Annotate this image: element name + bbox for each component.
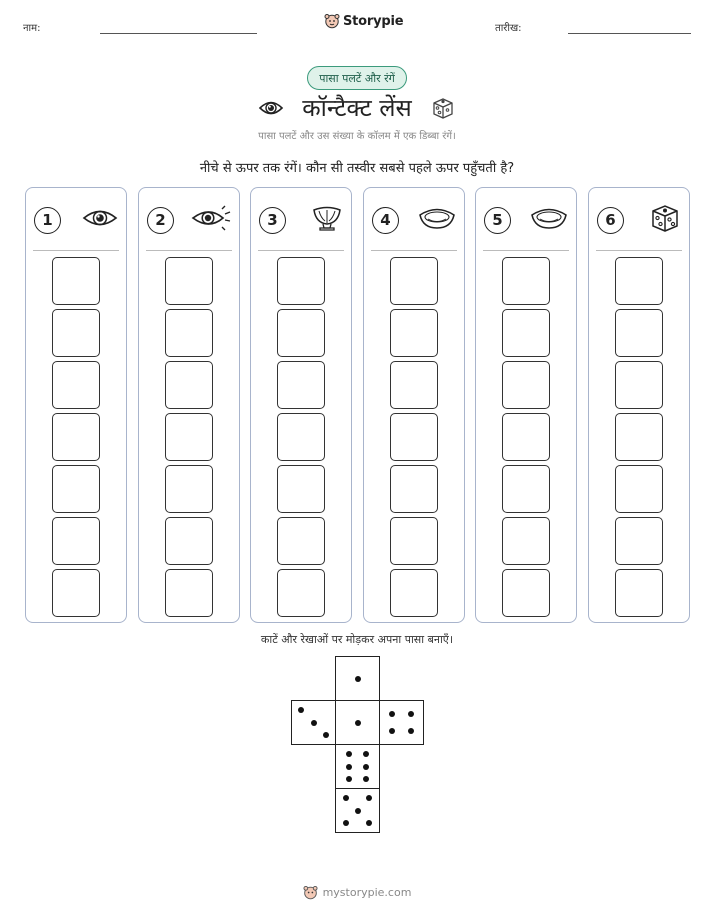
dice-pip [389, 728, 395, 734]
column-header [259, 202, 343, 238]
dice-column-1 [25, 187, 127, 623]
color-box[interactable] [502, 309, 550, 357]
color-boxes [364, 257, 464, 617]
storypie-logo [324, 13, 403, 29]
color-box[interactable] [390, 361, 438, 409]
footer [0, 885, 714, 900]
dice-face-4 [379, 700, 424, 745]
color-boxes [476, 257, 576, 617]
name-line[interactable] [100, 33, 257, 34]
color-boxes [26, 257, 126, 617]
eye-icon [258, 98, 284, 118]
color-box[interactable] [615, 309, 663, 357]
dice-pip [363, 764, 369, 770]
dice-column-2 [138, 187, 240, 623]
dice-pip [366, 795, 372, 801]
color-box[interactable] [277, 309, 325, 357]
color-box[interactable] [165, 309, 213, 357]
dice-icon [430, 95, 456, 121]
column-number: 6 [597, 207, 624, 234]
color-box[interactable] [52, 569, 100, 617]
column-divider [371, 250, 457, 251]
dice-pip [408, 711, 414, 717]
dice-pip [311, 720, 317, 726]
dice-pip [343, 820, 349, 826]
color-box[interactable] [277, 361, 325, 409]
color-box[interactable] [165, 517, 213, 565]
color-box[interactable] [277, 465, 325, 513]
color-box[interactable] [165, 257, 213, 305]
contact-lens-icon [418, 206, 456, 234]
color-box[interactable] [277, 569, 325, 617]
activity-badge: पासा पलटें और रंगें [307, 66, 407, 90]
color-box[interactable] [502, 517, 550, 565]
dice-pip [343, 795, 349, 801]
dice-face-1 [335, 700, 380, 745]
column-divider [146, 250, 232, 251]
dice-column-4 [363, 187, 465, 623]
dice-face-5 [335, 788, 380, 833]
column-header [597, 202, 681, 238]
dice-pip [355, 676, 361, 682]
color-box[interactable] [615, 569, 663, 617]
dice-pip [389, 711, 395, 717]
column-divider [596, 250, 682, 251]
brand-name: Storypie [343, 13, 404, 29]
dice-face-1 [335, 656, 380, 701]
column-header [147, 202, 231, 238]
column-number: 4 [372, 207, 399, 234]
winking-eye-icon [191, 205, 231, 235]
color-box[interactable] [52, 413, 100, 461]
date-line[interactable] [568, 33, 691, 34]
dice-pip [323, 732, 329, 738]
subtitle: पासा पलटें और उस संख्या के कॉलम में एक डिब्बा रंगें। [258, 131, 456, 142]
dice-pip [346, 751, 352, 757]
color-box[interactable] [165, 569, 213, 617]
name-label: नाम: [23, 23, 41, 34]
storypie-mascot-icon [324, 13, 340, 29]
dice-pip [366, 820, 372, 826]
column-divider [33, 250, 119, 251]
dice-pip [408, 728, 414, 734]
column-number: 1 [34, 207, 61, 234]
color-boxes [139, 257, 239, 617]
dice-pip [298, 707, 304, 713]
color-box[interactable] [502, 257, 550, 305]
dice-pip [363, 776, 369, 782]
title-row [0, 91, 714, 124]
dice-pip [355, 808, 361, 814]
color-box[interactable] [277, 257, 325, 305]
color-box[interactable] [615, 413, 663, 461]
color-box[interactable] [52, 361, 100, 409]
dice-column-6 [588, 187, 690, 623]
dice-pip [346, 776, 352, 782]
color-box[interactable] [52, 465, 100, 513]
column-header [484, 202, 568, 238]
dice-pip [355, 720, 361, 726]
dice-pip [363, 751, 369, 757]
color-box[interactable] [390, 257, 438, 305]
color-box[interactable] [277, 413, 325, 461]
color-box[interactable] [390, 465, 438, 513]
dice-pip [346, 764, 352, 770]
column-divider [483, 250, 569, 251]
color-box[interactable] [52, 309, 100, 357]
dice-icon [649, 202, 681, 238]
color-box[interactable] [52, 257, 100, 305]
color-boxes [251, 257, 351, 617]
column-number: 5 [484, 207, 511, 234]
color-box[interactable] [390, 569, 438, 617]
footer-url[interactable]: mystorypie.com [322, 886, 412, 899]
dice-column-5 [475, 187, 577, 623]
color-box[interactable] [52, 517, 100, 565]
contact-lens-icon [530, 206, 568, 234]
storypie-mascot-icon [303, 885, 318, 900]
color-box[interactable] [165, 413, 213, 461]
color-box[interactable] [390, 309, 438, 357]
color-box[interactable] [615, 517, 663, 565]
color-box[interactable] [615, 465, 663, 513]
color-box[interactable] [165, 465, 213, 513]
column-divider [258, 250, 344, 251]
color-box[interactable] [165, 361, 213, 409]
dice-face-6 [335, 744, 380, 789]
page-title: कॉन्टैक्ट लेंस [302, 94, 412, 122]
cut-instruction: काटें और रेखाओं पर मोड़कर अपना पासा बनाएँ। [260, 633, 454, 646]
column-header [34, 202, 118, 238]
color-box[interactable] [502, 361, 550, 409]
color-box[interactable] [277, 517, 325, 565]
column-number: 2 [147, 207, 174, 234]
dice-column-3 [250, 187, 352, 623]
color-box[interactable] [390, 413, 438, 461]
eye-icon [82, 206, 118, 234]
dice-face-3 [291, 700, 336, 745]
color-box[interactable] [502, 465, 550, 513]
date-label: तारीख: [495, 23, 522, 34]
color-box[interactable] [502, 569, 550, 617]
color-box[interactable] [615, 361, 663, 409]
column-number: 3 [259, 207, 286, 234]
color-box[interactable] [390, 517, 438, 565]
color-box[interactable] [502, 413, 550, 461]
contact-lens-case-icon [311, 203, 343, 237]
instruction: नीचे से ऊपर तक रंगें। कौन सी तस्वीर सबसे पहले ऊपर पहुँचती है? [199, 161, 515, 176]
column-header [372, 202, 456, 238]
color-box[interactable] [615, 257, 663, 305]
color-boxes [589, 257, 689, 617]
